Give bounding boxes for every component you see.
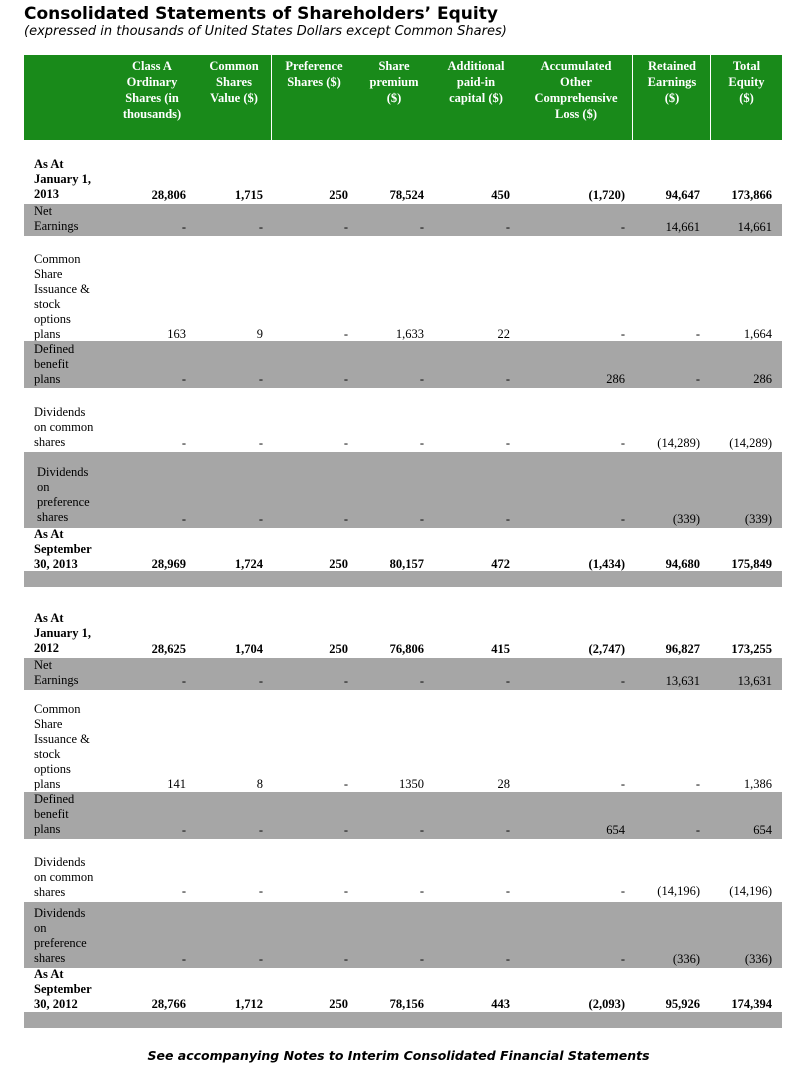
table-row (0, 822, 797, 838)
col-header-common-shares-value: Common Shares Value ($) (209, 59, 259, 105)
cell: - (343, 823, 348, 837)
cell: - (343, 884, 348, 898)
cell: 13,631 (665, 674, 700, 688)
row-label-dividends-common-2013: Dividends on common shares (34, 405, 94, 449)
table-row (0, 187, 797, 203)
row-label-defined-benefit-2013: Defined benefit plans (34, 342, 75, 386)
cell: 415 (491, 642, 510, 656)
cell: - (181, 823, 186, 837)
cell: - (695, 327, 700, 341)
cell: (1,720) (588, 188, 625, 202)
cell: 141 (167, 777, 186, 791)
cell: - (258, 674, 263, 688)
statement-subtitle: (expressed in thousands of United States Dollars except Common Shares) (24, 24, 507, 39)
footnote: See accompanying Notes to Interim Consolidated Financial Statements (147, 1048, 650, 1063)
cell: 14,661 (737, 220, 772, 234)
cell: 8 (256, 777, 263, 791)
cell: (14,196) (729, 884, 772, 898)
cell: (339) (744, 512, 772, 526)
cell: 174,394 (731, 997, 772, 1011)
cell: - (505, 436, 510, 450)
cell: - (258, 372, 263, 386)
table-row (0, 511, 797, 527)
cell: 250 (329, 642, 348, 656)
cell: (2,747) (588, 642, 625, 656)
cell: - (419, 952, 424, 966)
cell: 9 (256, 327, 263, 341)
cell: - (620, 674, 625, 688)
cell: (1,434) (588, 557, 625, 571)
cell: - (505, 952, 510, 966)
cell: - (343, 220, 348, 234)
table-row (0, 371, 797, 387)
cell: 286 (606, 372, 625, 386)
statement-title: Consolidated Statements of Shareholders’ Equity (24, 4, 498, 24)
cell: 173,866 (731, 188, 772, 202)
cell: 1,633 (395, 327, 424, 341)
cell: - (258, 220, 263, 234)
cell: - (181, 372, 186, 386)
cell: 472 (491, 557, 510, 571)
cell: 450 (491, 188, 510, 202)
row-label-share-issuance-2013: Common Share Issuance & stock options plans (34, 252, 90, 341)
cell: - (695, 372, 700, 386)
cell: - (181, 220, 186, 234)
cell: - (258, 823, 263, 837)
cell: - (181, 436, 186, 450)
table-row (0, 996, 797, 1012)
col-header-additional-paid-in-capital: Additional paid-in capital ($) (447, 59, 505, 105)
cell: - (620, 777, 625, 791)
cell: - (620, 884, 625, 898)
cell: - (695, 777, 700, 791)
row-label-dividends-preference-2012: Dividends on preference shares (34, 906, 87, 965)
cell: 78,524 (389, 188, 424, 202)
cell: 22 (497, 327, 510, 341)
col-header-share-premium: Share premium ($) (369, 59, 419, 105)
cell: - (505, 674, 510, 688)
row-band (24, 1012, 782, 1028)
cell: - (695, 823, 700, 837)
cell: 1,715 (234, 188, 263, 202)
table-row (0, 883, 797, 899)
table-row (0, 951, 797, 967)
col-header-preference-shares: Preference Shares ($) (285, 59, 343, 89)
cell: - (343, 777, 348, 791)
cell: - (419, 512, 424, 526)
cell: - (419, 372, 424, 386)
cell: - (343, 372, 348, 386)
cell: - (343, 436, 348, 450)
row-label-as-at-sep-2012: As At September 30, 2012 (34, 967, 92, 1011)
cell: 13,631 (737, 674, 772, 688)
col-header-class-a-shares: Class A Ordinary Shares (in thousands) (122, 59, 182, 121)
row-label-net-earnings-2012: Net Earnings (34, 658, 79, 687)
col-header-retained-earnings: Retained Earnings ($) (647, 59, 697, 105)
table-row (0, 435, 797, 451)
cell: - (419, 436, 424, 450)
cell: (2,093) (588, 997, 625, 1011)
cell: - (620, 220, 625, 234)
cell: 286 (753, 372, 772, 386)
cell: - (181, 512, 186, 526)
cell: 94,680 (665, 557, 700, 571)
table-row (0, 641, 797, 657)
row-label-as-at-jan-2012: As At January 1, 2012 (34, 611, 91, 655)
cell: 175,849 (731, 557, 772, 571)
cell: 76,806 (389, 642, 424, 656)
table-row (0, 326, 797, 342)
cell: 80,157 (389, 557, 424, 571)
cell: - (258, 436, 263, 450)
cell: 28,625 (151, 642, 186, 656)
cell: - (343, 674, 348, 688)
cell: - (505, 372, 510, 386)
table-row (0, 673, 797, 689)
cell: 654 (606, 823, 625, 837)
cell: 28,806 (151, 188, 186, 202)
col-header-accumulated-other-comprehensive-loss: Accumulated Other Comprehensive Loss ($) (534, 59, 618, 121)
cell: 28,766 (151, 997, 186, 1011)
cell: (339) (672, 512, 700, 526)
cell: 96,827 (665, 642, 700, 656)
table-row (0, 219, 797, 235)
cell: - (181, 674, 186, 688)
row-label-net-earnings-2013: Net Earnings (34, 204, 79, 233)
cell: - (419, 674, 424, 688)
cell: - (343, 512, 348, 526)
cell: 654 (753, 823, 772, 837)
row-label-dividends-preference-2013: Dividends on preference shares (37, 465, 90, 524)
cell: 250 (329, 557, 348, 571)
cell: (336) (744, 952, 772, 966)
table-header (24, 55, 782, 140)
cell: - (258, 952, 263, 966)
cell: - (181, 884, 186, 898)
cell: - (343, 327, 348, 341)
cell: - (505, 512, 510, 526)
row-label-as-at-sep-2013: As At September 30, 2013 (34, 527, 92, 571)
cell: - (505, 884, 510, 898)
cell: 250 (329, 997, 348, 1011)
row-label-dividends-common-2012: Dividends on common shares (34, 855, 94, 899)
cell: 1,386 (743, 777, 772, 791)
cell: 28,969 (151, 557, 186, 571)
cell: - (419, 220, 424, 234)
cell: 1350 (399, 777, 424, 791)
cell: 1,664 (743, 327, 772, 341)
cell: 94,647 (665, 188, 700, 202)
cell: - (505, 220, 510, 234)
cell: 250 (329, 188, 348, 202)
cell: - (620, 436, 625, 450)
row-label-defined-benefit-2012: Defined benefit plans (34, 792, 75, 836)
cell: - (258, 884, 263, 898)
cell: - (620, 512, 625, 526)
cell: 78,156 (389, 997, 424, 1011)
cell: 1,724 (234, 557, 263, 571)
cell: 163 (167, 327, 186, 341)
cell: - (419, 823, 424, 837)
cell: - (505, 823, 510, 837)
cell: - (620, 327, 625, 341)
row-label-share-issuance-2012: Common Share Issuance & stock options plans (34, 702, 90, 791)
cell: (14,289) (657, 436, 700, 450)
cell: 28 (497, 777, 510, 791)
cell: (336) (672, 952, 700, 966)
cell: 14,661 (665, 220, 700, 234)
table-row (0, 776, 797, 792)
cell: - (343, 952, 348, 966)
cell: (14,289) (729, 436, 772, 450)
cell: 173,255 (731, 642, 772, 656)
cell: 443 (491, 997, 510, 1011)
col-header-total-equity: Total Equity ($) (728, 59, 765, 105)
cell: 1,712 (234, 997, 263, 1011)
cell: 1,704 (234, 642, 263, 656)
cell: (14,196) (657, 884, 700, 898)
row-band (24, 571, 782, 587)
cell: 95,926 (665, 997, 700, 1011)
cell: - (258, 512, 263, 526)
table-row (0, 556, 797, 572)
row-label-as-at-jan-2013: As At January 1, 2013 (34, 157, 91, 201)
cell: - (181, 952, 186, 966)
cell: - (419, 884, 424, 898)
cell: - (620, 952, 625, 966)
